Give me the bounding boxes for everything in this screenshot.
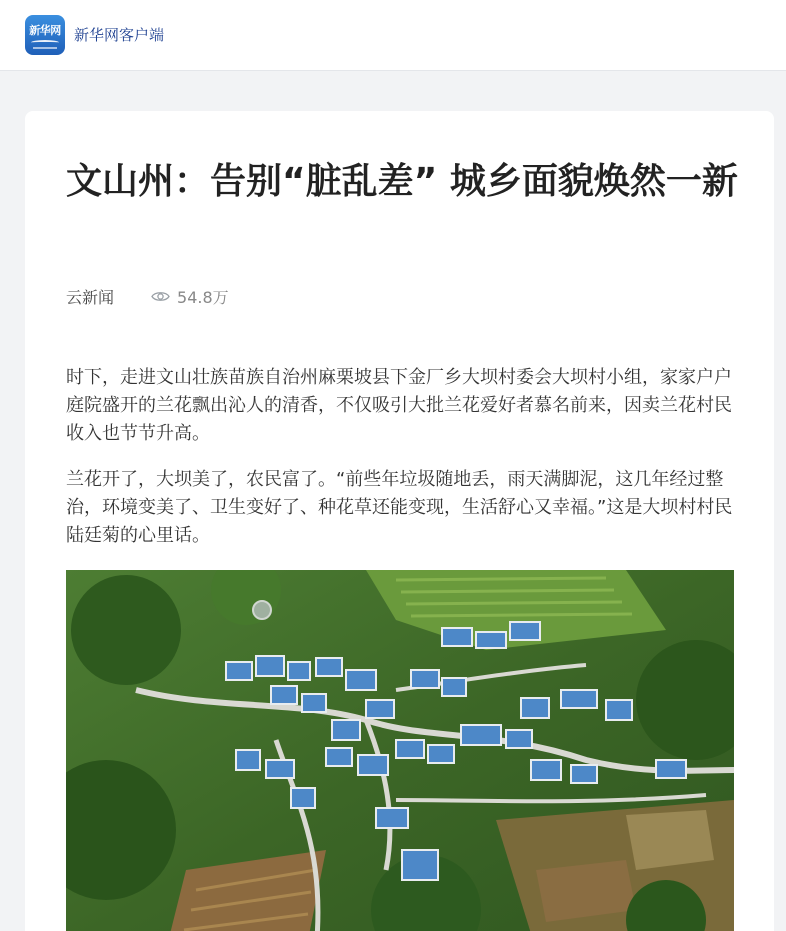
article-title: 文山州：告别“脏乱差” 城乡面貌焕然一新: [66, 161, 738, 202]
article-photo-aerial-village: [66, 570, 734, 931]
eye-icon: [151, 290, 170, 303]
app-name-link[interactable]: 新华网客户端: [74, 26, 165, 44]
logo-text: 新华网: [29, 24, 61, 37]
xinhua-logo[interactable]: [25, 15, 65, 55]
logo-underline: [33, 47, 57, 49]
article-paragraph: 时下，走进文山壮族苗族自治州麻栗坡县下金厂乡大坝村委会大坝村小组，家家户户庭院盛开的兰花飘出沁人的清香，不仅吸引大批兰花爱好者慕名前来，因卖兰花村民收入也节节升高。: [66, 367, 732, 444]
view-count-value: 54.8万: [177, 287, 229, 307]
top-bar: [0, 0, 786, 71]
logo-swoosh: [31, 40, 59, 45]
article-paragraph: 兰花开了，大坝美了，农民富了。“前些年垃圾随地丢，雨天满脚泥，这几年经过整治，环境变美了、卫生变好了、种花草还能变现，生活舒心又幸福。”这是大坝村村民陆廷菊的心里话。: [66, 469, 733, 546]
article-card: [25, 111, 774, 931]
view-count: [151, 285, 229, 308]
article-meta: [66, 285, 229, 307]
article-source: 云新闻: [66, 287, 115, 307]
